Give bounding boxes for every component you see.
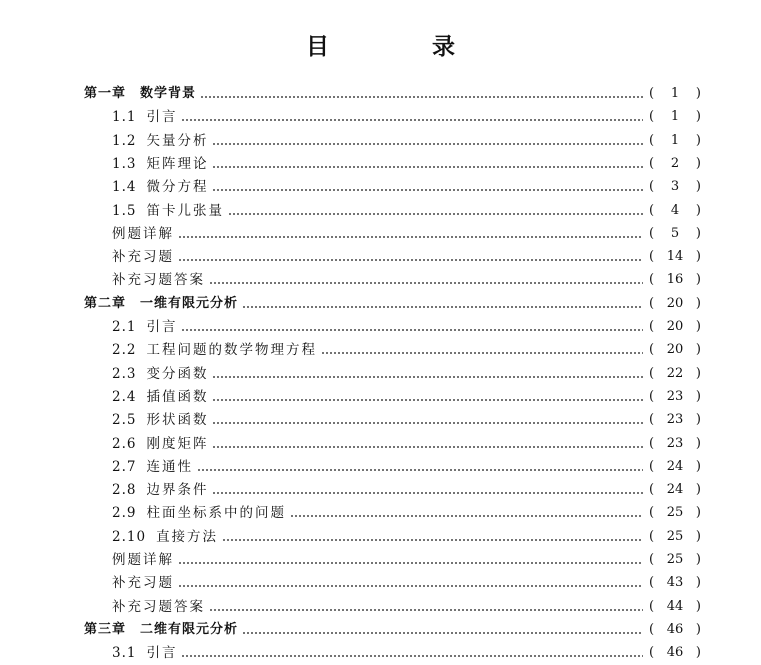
paren-close: ) (695, 272, 701, 288)
paren-close: ) (695, 86, 701, 101)
toc-entry (0, 102, 761, 125)
paren-open: ( (649, 482, 655, 498)
page-number-value: 3 (670, 179, 680, 195)
dot-leader (212, 399, 643, 401)
toc-entry-title: 二维有限元分析 (140, 621, 239, 637)
toc-entry-title: 边界条件 (146, 482, 209, 499)
toc-entry-number: 1.4 (112, 179, 137, 196)
toc-entry-title: 连通性 (146, 458, 193, 475)
toc-entry-label (84, 86, 196, 102)
toc-entry-label (112, 505, 286, 521)
toc-entry-title: 补充习题答案 (112, 272, 205, 289)
paren-open: ( (649, 295, 655, 311)
paren-open: ( (649, 202, 655, 218)
toc-chapter-entry (0, 615, 761, 638)
toc-entry (0, 405, 761, 428)
page-number-value: 20 (666, 342, 684, 358)
toc-entry-label (112, 272, 205, 288)
paren-close: ) (695, 598, 701, 614)
toc-entry (0, 335, 761, 358)
paren-open: ( (649, 319, 655, 334)
dot-leader (197, 469, 643, 471)
toc-entry (0, 172, 761, 195)
paren-open: ( (649, 458, 655, 474)
dot-leader (178, 562, 643, 564)
toc-entry-title: 直接方法 (156, 528, 219, 545)
toc-page-number (649, 459, 701, 475)
toc-page-number (649, 226, 701, 242)
toc-entry (0, 475, 761, 498)
paren-close: ) (695, 505, 701, 521)
paren-open: ( (649, 179, 655, 195)
page-number-value: 25 (666, 528, 684, 544)
paren-close: ) (695, 179, 701, 195)
toc-entry (0, 568, 761, 591)
paren-open: ( (649, 109, 655, 125)
toc-entry (0, 522, 761, 545)
toc-page-number (649, 366, 701, 382)
paren-open: ( (649, 249, 655, 265)
toc-entry-label (112, 575, 174, 591)
paren-open: ( (649, 505, 655, 521)
toc-entry-title: 补充习题 (112, 249, 174, 266)
dot-leader (212, 166, 643, 168)
toc-entry-label (112, 203, 224, 219)
paren-close: ) (695, 482, 701, 498)
paren-close: ) (695, 645, 701, 661)
paren-open: ( (649, 575, 655, 591)
toc-page-number (649, 599, 701, 615)
toc-entry-number: 1.1 (112, 109, 137, 126)
page-number-value: 25 (666, 505, 684, 521)
page-number-value: 46 (666, 645, 684, 661)
paren-open: ( (649, 342, 655, 358)
paren-open: ( (649, 365, 655, 381)
toc-entry (0, 265, 761, 288)
toc-entry-number: 1.3 (112, 155, 137, 172)
paren-close: ) (695, 295, 701, 311)
toc-page-number (649, 505, 701, 521)
paren-close: ) (695, 435, 701, 451)
toc-entry-title: 工程问题的数学物理方程 (146, 342, 317, 359)
paren-open: ( (649, 645, 655, 661)
paren-close: ) (695, 342, 701, 358)
toc-page-number (649, 179, 701, 195)
toc-entry-label (112, 412, 208, 428)
toc-entry-number: 2.7 (112, 458, 137, 475)
toc-entry-label (112, 133, 208, 149)
toc-entry-label (112, 179, 208, 195)
toc-page-number (649, 109, 701, 125)
paren-close: ) (695, 552, 701, 567)
toc-entry-label (112, 156, 208, 172)
paren-close: ) (695, 388, 701, 404)
paren-close: ) (695, 575, 701, 591)
toc-entry-title: 补充习题答案 (112, 598, 205, 615)
toc-page-number (649, 412, 701, 428)
toc-entry-title: 柱面坐标系中的问题 (146, 505, 286, 522)
toc-entry-label (112, 249, 174, 265)
toc-entry-title: 一维有限元分析 (140, 295, 239, 311)
paren-close: ) (695, 155, 701, 171)
dot-leader (178, 236, 643, 238)
toc-page-number (649, 552, 701, 568)
paren-close: ) (695, 528, 701, 544)
dot-leader (212, 189, 643, 191)
toc-entry (0, 219, 761, 242)
paren-open: ( (649, 412, 655, 428)
toc-entry-number: 2.5 (112, 412, 137, 429)
toc-entry (0, 126, 761, 149)
page-number-value: 1 (670, 109, 680, 125)
toc-entry (0, 592, 761, 615)
paren-close: ) (695, 225, 701, 241)
dot-leader (321, 352, 643, 354)
page-number-value: 4 (670, 202, 680, 218)
page-number-value: 20 (666, 319, 684, 334)
toc-entry-title: 变分函数 (146, 365, 209, 382)
toc-entry-title: 引言 (146, 645, 178, 662)
toc-page-number (649, 482, 701, 498)
toc-entry-label (112, 645, 177, 661)
paren-open: ( (649, 225, 655, 241)
toc-entry-number: 1.2 (112, 132, 137, 149)
page-title: 目 录 (306, 34, 495, 60)
toc-entry (0, 429, 761, 452)
dot-leader (242, 306, 643, 308)
paren-open: ( (649, 132, 655, 148)
toc-entry-title: 形状函数 (146, 412, 209, 429)
page-number-value: 23 (666, 435, 684, 451)
toc-entry (0, 312, 761, 335)
toc-chapter-entry (0, 289, 761, 312)
toc-entry-label (112, 459, 193, 475)
paren-close: ) (695, 249, 701, 265)
toc-entry (0, 498, 761, 521)
toc-page-number (649, 249, 701, 265)
toc-entry-number: 1.5 (112, 202, 137, 219)
toc-entry-title: 例题详解 (112, 552, 174, 568)
page-number-value: 14 (666, 249, 684, 265)
toc-entry-title: 引言 (146, 319, 178, 335)
dot-leader (212, 376, 643, 378)
toc-page-number (649, 342, 701, 358)
toc-page-number (649, 156, 701, 172)
paren-close: ) (695, 319, 701, 334)
toc-entry (0, 196, 761, 219)
dot-leader (181, 119, 643, 121)
paren-close: ) (695, 621, 701, 637)
paren-open: ( (649, 155, 655, 171)
paren-close: ) (695, 412, 701, 428)
dot-leader (178, 585, 643, 587)
toc-entry-title: 例题详解 (112, 225, 174, 242)
toc-page-number (649, 389, 701, 405)
dot-leader (290, 515, 643, 517)
page-number-value: 1 (670, 86, 680, 101)
dot-leader (181, 329, 643, 331)
toc-entry (0, 382, 761, 405)
paren-open: ( (649, 272, 655, 288)
toc-entry-number: 2.4 (112, 388, 137, 405)
toc-chapter-entry (0, 79, 761, 102)
toc-page-number (649, 319, 701, 335)
page-number-value: 2 (670, 155, 680, 171)
dot-leader (200, 96, 643, 98)
toc-entry-number: 2.8 (112, 482, 137, 499)
toc-page-number (649, 529, 701, 545)
toc-entry (0, 545, 761, 568)
toc-entry (0, 242, 761, 265)
dot-leader (212, 422, 643, 424)
toc-entry-label (112, 226, 174, 242)
dot-leader (222, 539, 643, 541)
toc-entry-title: 补充习题 (112, 575, 174, 592)
page-number-value: 46 (666, 621, 684, 637)
toc-page-number (649, 622, 701, 638)
toc-entry-label (112, 342, 317, 358)
toc-entry-title: 刚度矩阵 (146, 435, 209, 452)
page-number-value: 20 (666, 295, 684, 311)
toc-entry-label (112, 109, 177, 125)
dot-leader (209, 609, 643, 611)
page-number-value: 5 (670, 225, 680, 241)
toc-page-number (649, 86, 701, 102)
toc-entry-title: 数学背景 (140, 86, 197, 101)
toc-page-number (649, 272, 701, 288)
toc-page-number (649, 645, 701, 661)
dot-leader (228, 213, 643, 215)
toc-page-number (649, 203, 701, 219)
toc-page-number (649, 133, 701, 149)
toc-page-number (649, 575, 701, 591)
dot-leader (178, 259, 643, 261)
toc-entry-label (112, 482, 208, 498)
toc-entry-label (112, 389, 208, 405)
toc-entry-number: 第三章 (84, 621, 127, 637)
page-number-value: 16 (666, 272, 684, 288)
page-number-value: 43 (666, 575, 684, 591)
toc-entry (0, 638, 761, 661)
toc-entry-title: 插值函数 (146, 388, 209, 405)
paren-open: ( (649, 552, 655, 567)
toc-page-number (649, 436, 701, 452)
page-number-value: 44 (666, 598, 684, 614)
page-number-value: 25 (666, 552, 684, 567)
toc-entry-title: 微分方程 (146, 179, 209, 196)
toc-entry-label (112, 436, 208, 452)
paren-open: ( (649, 528, 655, 544)
page-number-value: 1 (670, 132, 680, 148)
toc-entry-title: 引言 (146, 109, 178, 126)
toc-entry-number: 2.9 (112, 505, 137, 522)
toc-entry-number: 3.1 (112, 645, 137, 662)
toc-entry-label (112, 599, 205, 615)
toc-entry-label (84, 296, 238, 312)
toc-entry-number: 2.10 (112, 528, 147, 545)
toc-entry-title: 笛卡儿张量 (146, 202, 224, 219)
paren-open: ( (649, 86, 655, 101)
page-number-value: 24 (666, 458, 684, 474)
toc-entry-number: 2.6 (112, 435, 137, 452)
paren-close: ) (695, 109, 701, 125)
toc-entry (0, 359, 761, 382)
paren-open: ( (649, 621, 655, 637)
toc-entry-label (112, 366, 208, 382)
page-number-value: 23 (666, 388, 684, 404)
page-number-value: 24 (666, 482, 684, 498)
paren-open: ( (649, 435, 655, 451)
toc-entry-label (112, 552, 174, 568)
dot-leader (212, 446, 643, 448)
paren-close: ) (695, 132, 701, 148)
paren-close: ) (695, 202, 701, 218)
toc-entry-number: 2.3 (112, 365, 137, 382)
dot-leader (212, 143, 643, 145)
toc-entry-number: 2.1 (112, 319, 137, 335)
toc-entry-title: 矢量分析 (146, 132, 209, 149)
toc-entry-number: 2.2 (112, 342, 137, 359)
toc-entry (0, 452, 761, 475)
paren-open: ( (649, 598, 655, 614)
toc-entry-title: 矩阵理论 (146, 155, 209, 172)
toc-entry (0, 149, 761, 172)
dot-leader (209, 282, 643, 284)
toc-entry-label (112, 529, 218, 545)
paren-close: ) (695, 365, 701, 381)
paren-open: ( (649, 388, 655, 404)
dot-leader (212, 492, 643, 494)
dot-leader (242, 632, 643, 634)
page-number-value: 23 (666, 412, 684, 428)
toc-entry-number: 第二章 (84, 295, 127, 311)
paren-close: ) (695, 458, 701, 474)
dot-leader (181, 655, 643, 657)
toc-entry-label (112, 319, 177, 335)
toc-entry-number: 第一章 (84, 86, 127, 101)
toc-page-number (649, 296, 701, 312)
page-number-value: 22 (666, 365, 684, 381)
toc-entry-label (84, 622, 238, 638)
